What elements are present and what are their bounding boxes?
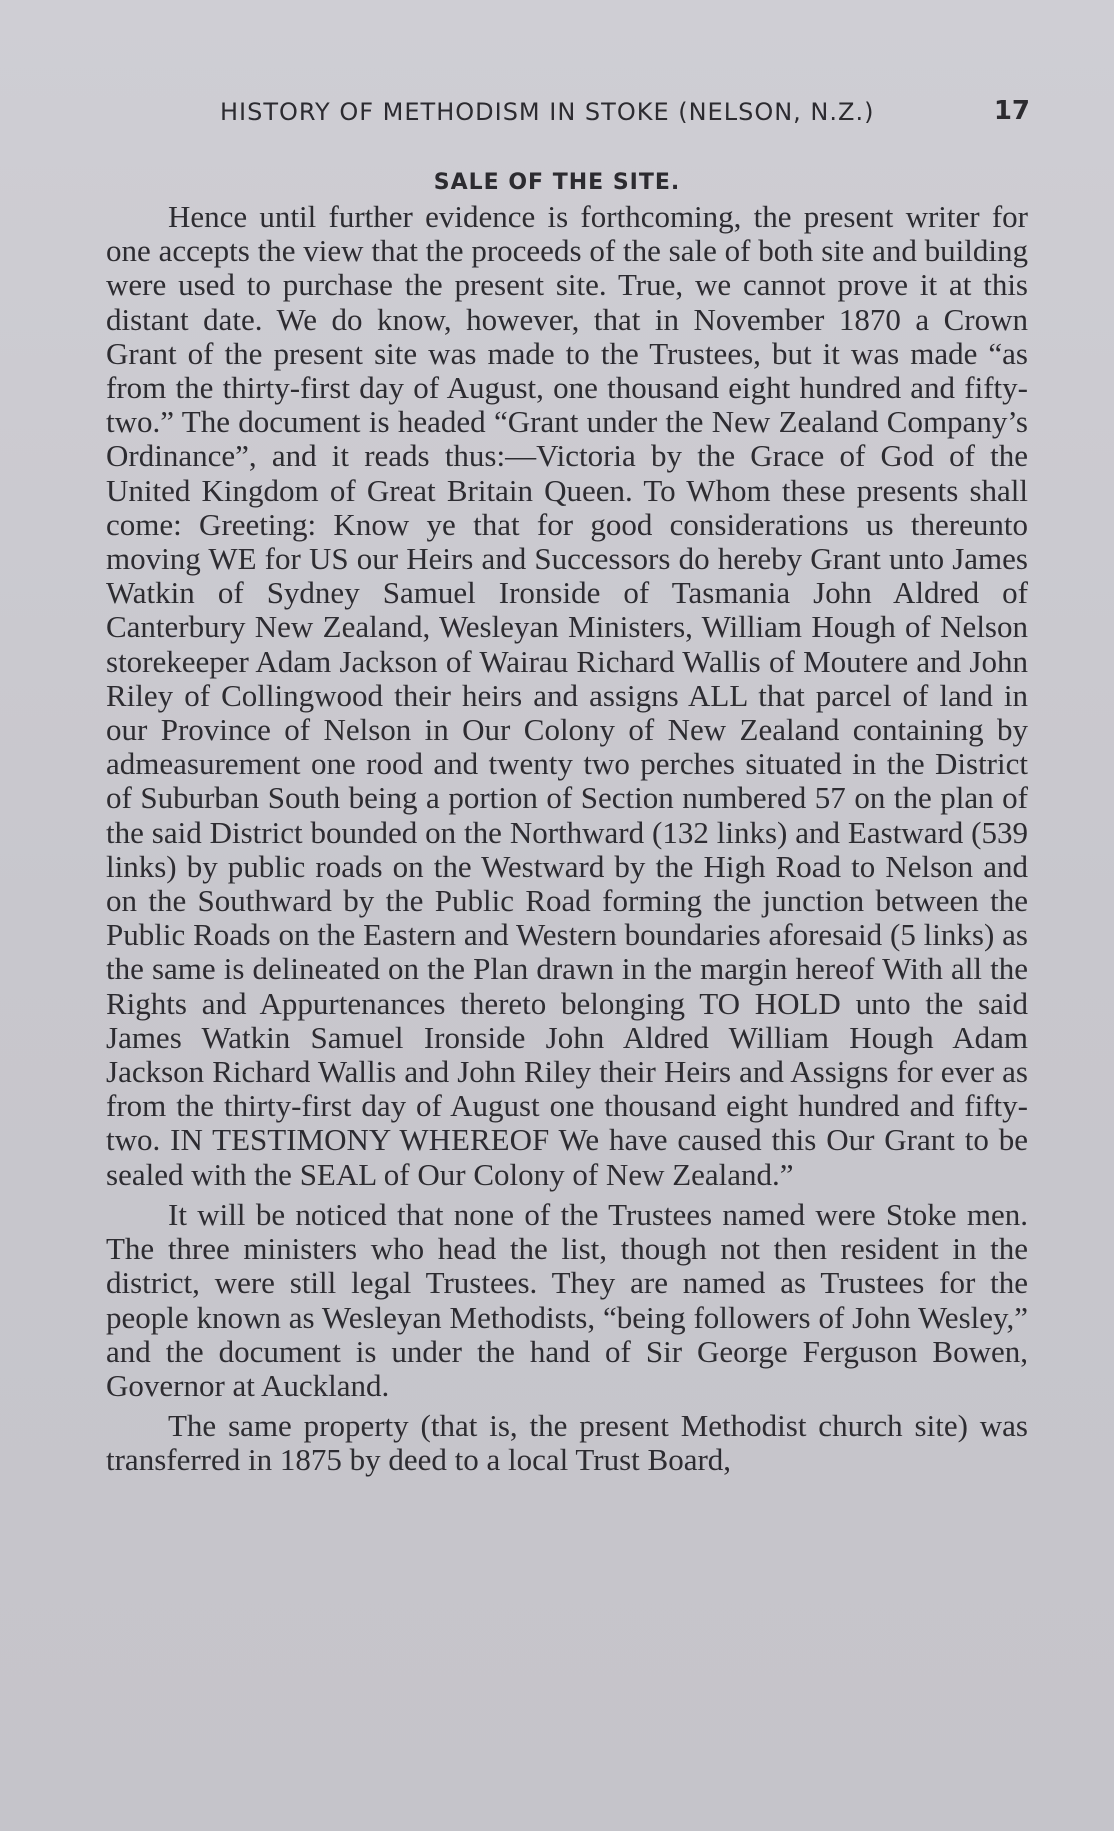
running-head: HISTORY OF METHODISM IN STOKE (NELSON, N.Z.)	[220, 98, 875, 126]
paragraph: It will be noticed that none of the Trustees named were Stoke men. The three ministers who head the list, though not then resident in the district, were still legal Trustees. They are named as Trustees for the people known as Wesleyan Methodists, “being followers of John Wesley,” and the document is under the hand of Sir George Ferguson Bowen, Governor at Auckland.	[106, 1196, 1028, 1403]
section-title: SALE OF THE SITE.	[433, 170, 681, 195]
paragraph: The same property (that is, the present Methodist church site) was transferred in 1875 by deed to a local Trust Board,	[106, 1408, 1028, 1478]
page-number: 17	[993, 96, 1030, 126]
paragraph: Hence until further evidence is forthcoming, the present writer for one accepts the view that the proceeds of the sale of both site and building were used to purchase the present site. True, we cannot prove it at this distant date. We do know, however, that in November 1870 a Crown Grant of the present site was made to the Trustees, but it was made “as from the thirty-first day of August, one thousand eight hundred and fifty-two.” The document is headed “Grant under the New Zealand Company’s Ordinance”, and it reads thus:—Victoria by the Grace of God of the United Kingdom of Great Britain Queen. To Whom these presents shall come: Greeting: Know ye that for good considerations us thereunto moving WE for US our Heirs and Successors do hereby Grant unto James Watkin of Sydney Samuel Ironside of Tasmania John Aldred of Canterbury New Zealand, Wesleyan Ministers, William Hough of Nelson storekeeper Adam Jackson of Wairau Richard Wallis of Moutere and John Riley of Collingwood their heirs and assigns ALL that parcel of land in our Province of Nelson in Our Colony of New Zealand containing by admeasurement one rood and twenty two perches situated in the District of Suburban South being a portion of Section numbered 57 on the plan of the said District bounded on the Northward (132 links) and Eastward (539 links) by public roads on the Westward by the High Road to Nelson and on the Southward by the Public Road forming the junction between the Public Roads on the Eastern and Western boundaries aforesaid (5 links) as the same is delineated on the Plan drawn in the margin hereof With all the Rights and Appurtenances thereto belonging TO HOLD unto the said James Watkin Samuel Ironside John Aldred William Hough Adam Jackson Richard Wallis and John Riley their Heirs and Assigns for ever as from the thirty-first day of August one thousand eight hundred and fifty-two. IN TESTIMONY WHEREOF We have caused this Our Grant to be sealed with the SEAL of Our Colony of New Zealand.”	[106, 199, 1028, 1192]
body-text	[106, 200, 1028, 1478]
